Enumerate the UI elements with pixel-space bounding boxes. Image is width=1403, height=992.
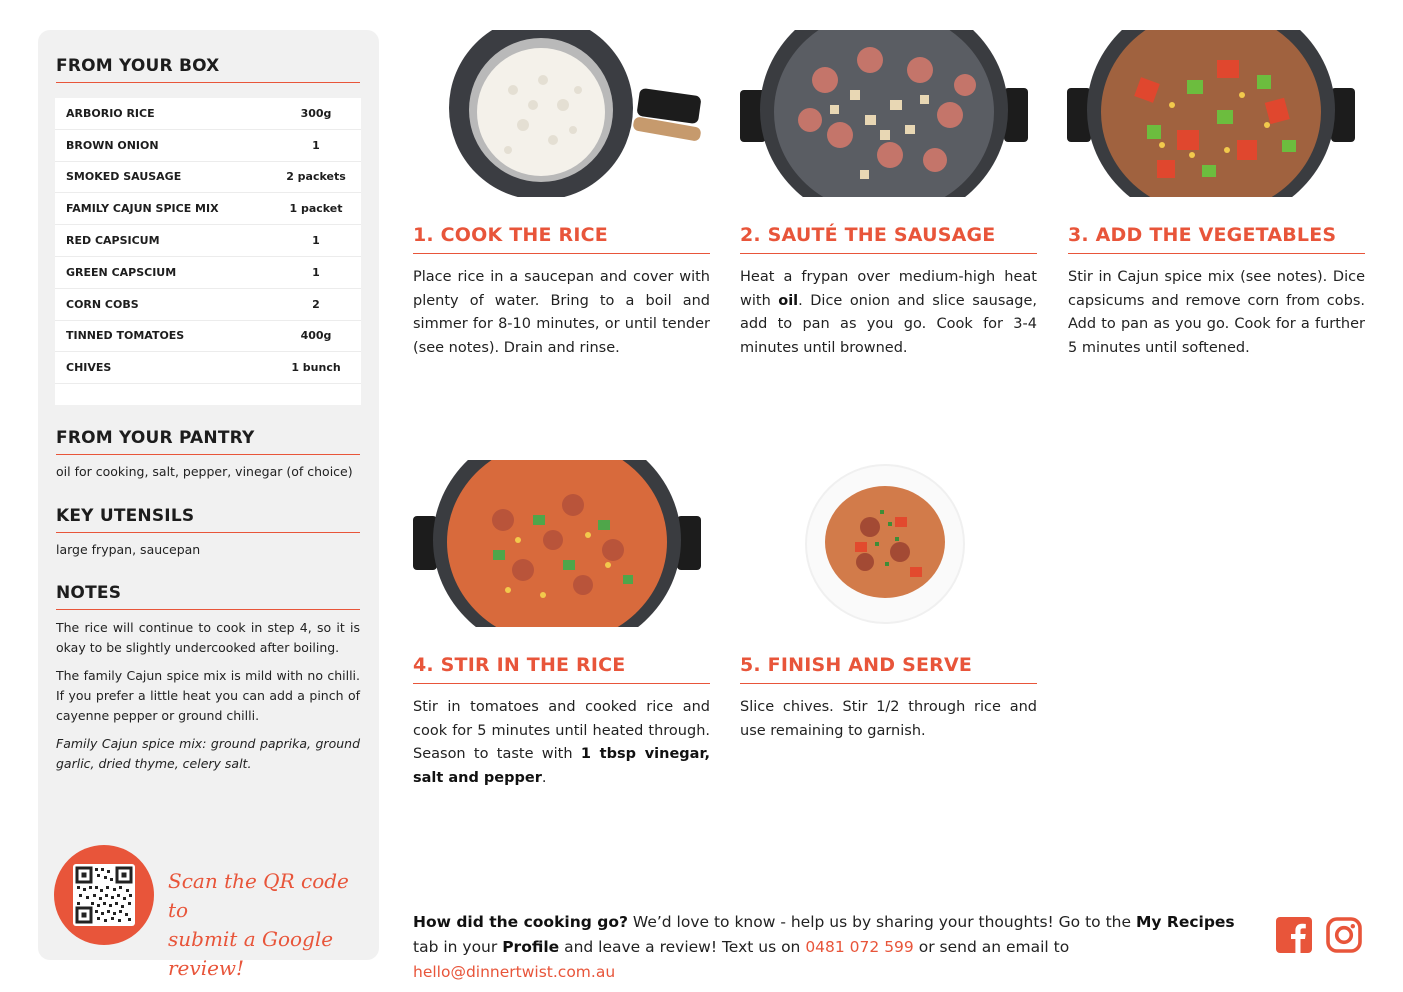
phone-link[interactable]: 0481 072 599: [805, 938, 914, 956]
step-text-part: Stir in tomatoes and cooked rice and cook for 5 minutes until heated through. Season to taste with: [413, 699, 710, 762]
divider: [740, 683, 1037, 684]
notes-body: [56, 618, 360, 782]
ingredient-qty: 1: [312, 138, 320, 152]
ingredient-qty: 400g: [300, 329, 332, 343]
note-item: The rice will continue to cook in step 4, so it is okay to be slightly undercooked after boiling.: [56, 620, 360, 655]
divider: [56, 454, 360, 455]
footer-text: We’d love to know - help us by sharing your thoughts! Go to the: [627, 913, 1136, 931]
divider: [56, 82, 360, 83]
ingredient-qty: 1 bunch: [291, 361, 341, 375]
divider: [413, 683, 710, 684]
box-title: FROM YOUR BOX: [56, 56, 220, 76]
ingredient-qty: 1: [312, 265, 320, 279]
ingredient-name: TINNED TOMATOES: [66, 329, 185, 343]
divider: [56, 609, 360, 610]
ingredient-row: [55, 257, 361, 289]
pantry-title: FROM YOUR PANTRY: [56, 428, 255, 448]
note-item: Family Cajun spice mix: ground paprika, ground garlic, dried thyme, celery salt.: [56, 736, 360, 771]
email-link[interactable]: hello@dinnertwist.com.au: [413, 963, 616, 981]
step-1-text: Place rice in a saucepan and cover with plenty of water. Bring to a boil and simmer for 8-10 minutes, or until tender (see notes). Drain and rinse.: [413, 269, 710, 356]
ingredient-row: [55, 352, 361, 384]
step-5-text: Slice chives. Stir 1/2 through rice and use remaining to garnish.: [740, 699, 1037, 739]
ingredient-name: RED CAPSICUM: [66, 234, 160, 248]
qr-caption-line: Scan the QR code to: [168, 869, 349, 922]
step-4-photo: [413, 460, 701, 627]
step-text-part: .: [541, 769, 547, 786]
qr-code-badge[interactable]: [54, 845, 154, 945]
step-text-part: . Dice onion and slice sausage, add to pan as you go. Cook for 3-4 minutes until browned.: [740, 292, 1037, 356]
ingredient-name: CORN COBS: [66, 297, 139, 311]
divider: [413, 253, 710, 254]
step-text-part: Heat a frypan over medium-high heat with: [740, 269, 1037, 309]
qr-caption-line: submit a Google review!: [168, 927, 334, 980]
ingredient-row: [55, 130, 361, 162]
ingredient-row: [55, 162, 361, 194]
footer-text: and leave a review! Text us on: [559, 938, 806, 956]
ingredient-row: [55, 289, 361, 321]
ingredient-qty: 2: [312, 297, 320, 311]
note-item: The family Cajun spice mix is mild with no chilli. If you prefer a little heat you can add a pinch of cayenne pepper or ground chilli.: [56, 668, 360, 723]
ingredients-table: [55, 98, 361, 405]
divider: [1068, 253, 1365, 254]
step-4-title: 4. STIR IN THE RICE: [413, 654, 626, 676]
qr-code-icon: [73, 864, 135, 926]
ingredient-name: ARBORIO RICE: [66, 106, 155, 120]
ingredient-row: [55, 225, 361, 257]
ingredient-name: GREEN CAPSCIUM: [66, 265, 177, 279]
step-1-title: 1. COOK THE RICE: [413, 224, 608, 246]
step-3-photo: [1067, 30, 1355, 197]
step-5-title: 5. FINISH AND SERVE: [740, 654, 973, 676]
ingredient-name: FAMILY CAJUN SPICE MIX: [66, 202, 219, 216]
ingredient-qty: 1: [312, 234, 320, 248]
ingredient-name: BROWN ONION: [66, 138, 159, 152]
utensils-text: large frypan, saucepan: [56, 542, 201, 557]
footer-text: tab in your: [413, 938, 503, 956]
utensils-title: KEY UTENSILS: [56, 506, 195, 526]
ingredient-qty: 2 packets: [286, 170, 346, 184]
instagram-icon[interactable]: [1326, 917, 1362, 957]
profile-label: Profile: [502, 938, 560, 956]
ingredient-qty: 1 packet: [289, 202, 343, 216]
ingredient-qty: 300g: [300, 106, 332, 120]
step-text-bold: 1 tbsp vinegar, salt and pepper: [413, 746, 710, 786]
step-4-text: [413, 696, 710, 790]
my-recipes-label: My Recipes: [1135, 913, 1235, 931]
step-2-photo: [740, 30, 1028, 197]
footer-text: or send an email to: [913, 938, 1070, 956]
ingredient-name: SMOKED SAUSAGE: [66, 170, 182, 184]
step-2-text: [740, 266, 1037, 360]
sidebar-panel: [38, 30, 379, 980]
qr-caption: [168, 867, 368, 983]
pantry-text: oil for cooking, salt, pepper, vinegar (of choice): [56, 464, 353, 479]
step-2-title: 2. SAUTÉ THE SAUSAGE: [740, 224, 996, 246]
ingredient-name: CHIVES: [66, 361, 112, 375]
ingredient-row: [55, 193, 361, 225]
divider: [740, 253, 1037, 254]
ingredient-row: [55, 321, 361, 353]
step-text-bold: oil: [778, 292, 799, 309]
footer-question: How did the cooking go?: [413, 913, 628, 931]
ingredient-row: [55, 98, 361, 130]
facebook-icon[interactable]: [1276, 917, 1312, 957]
divider: [56, 532, 360, 533]
footer-message: [413, 910, 1263, 985]
step-3-text: Stir in Cajun spice mix (see notes). Dice capsicums and remove corn from cobs. Add to pan as you go. Cook for a further 5 minutes until softened.: [1068, 269, 1365, 356]
step-5-photo: [800, 462, 970, 627]
step-1-photo: [413, 30, 701, 197]
notes-title: NOTES: [56, 583, 122, 603]
step-3-title: 3. ADD THE VEGETABLES: [1068, 224, 1337, 246]
